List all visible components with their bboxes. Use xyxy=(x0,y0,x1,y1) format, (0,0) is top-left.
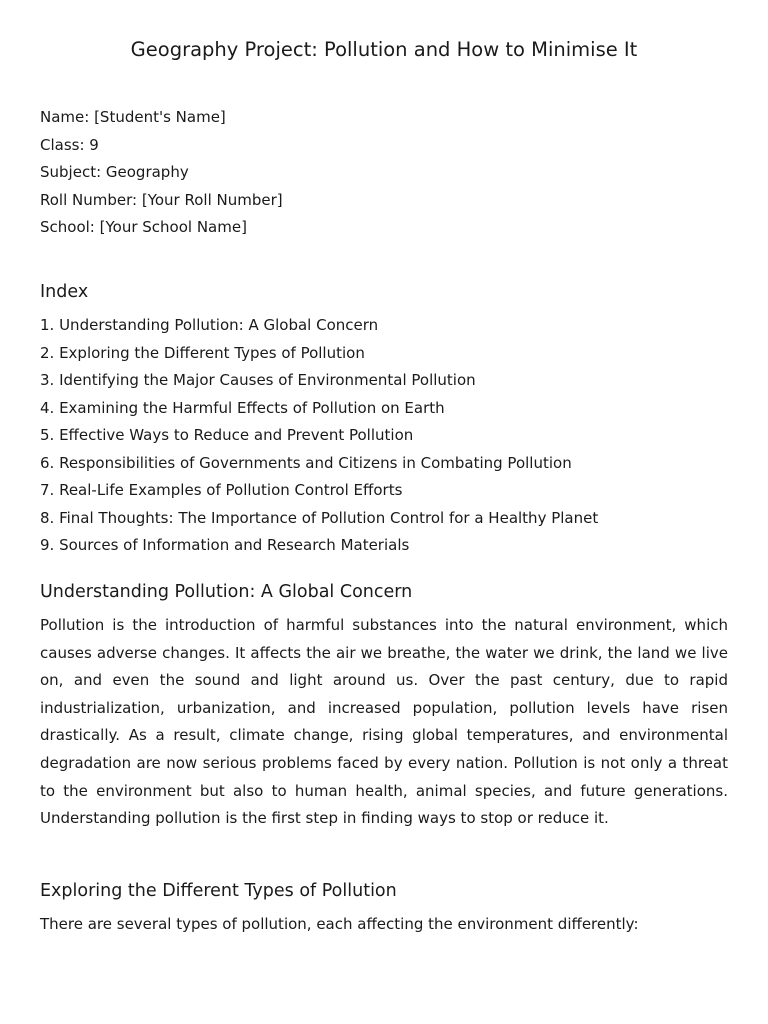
section-body: Pollution is the introduction of harmful substances into the natural environment, which causes adverse changes. It affects the air we breathe, the water we drink, the land we live on, and even the sound and light around us. Over the past century, due to rapid industrialization, urbanization, and increased population, pollution levels have risen drastically. As a result, climate change, rising global temperatures, and environmental degradation are now serious problems faced by every nation. Pollution is not only a threat to the environment but also to human health, animal species, and future generations. Understanding pollution is the first step in finding ways to stop or reduce it. xyxy=(40,616,728,828)
student-name-line: Name: [Student's Name] xyxy=(40,108,226,126)
roll-number-line: Roll Number: [Your Roll Number] xyxy=(40,190,283,209)
subject-line: Subject: Geography xyxy=(40,163,189,181)
school-line: School: [Your School Name] xyxy=(40,218,247,236)
section-heading: Exploring the Different Types of Pollution xyxy=(40,881,397,901)
index-item: 4. Examining the Harmful Effects of Pollution on Earth xyxy=(40,398,445,417)
index-item: 7. Real-Life Examples of Pollution Control Efforts xyxy=(40,481,403,499)
index-heading: Index xyxy=(40,282,89,302)
index-item: 9. Sources of Information and Research Materials xyxy=(40,536,410,554)
index-item: 2. Exploring the Different Types of Pollution xyxy=(40,343,365,362)
index-item: 1. Understanding Pollution: A Global Concern xyxy=(40,316,379,334)
section-body: There are several types of pollution, each affecting the environment differently: xyxy=(40,915,639,933)
section-understanding-pollution xyxy=(40,581,728,833)
index-list xyxy=(40,312,728,560)
class-line: Class: 9 xyxy=(40,135,99,154)
index-item: 6. Responsibilities of Governments and Citizens in Combating Pollution xyxy=(40,453,572,472)
index-item: 3. Identifying the Major Causes of Environmental Pollution xyxy=(40,371,476,389)
index-item: 8. Final Thoughts: The Importance of Pollution Control for a Healthy Planet xyxy=(40,508,599,527)
index-section xyxy=(40,281,728,560)
section-types-of-pollution xyxy=(40,880,728,939)
section-heading: Understanding Pollution: A Global Concern xyxy=(40,582,413,602)
student-details xyxy=(40,104,283,242)
index-item: 5. Effective Ways to Reduce and Prevent Pollution xyxy=(40,426,414,444)
document-title: Geography Project: Pollution and How to Minimise It xyxy=(130,38,638,61)
